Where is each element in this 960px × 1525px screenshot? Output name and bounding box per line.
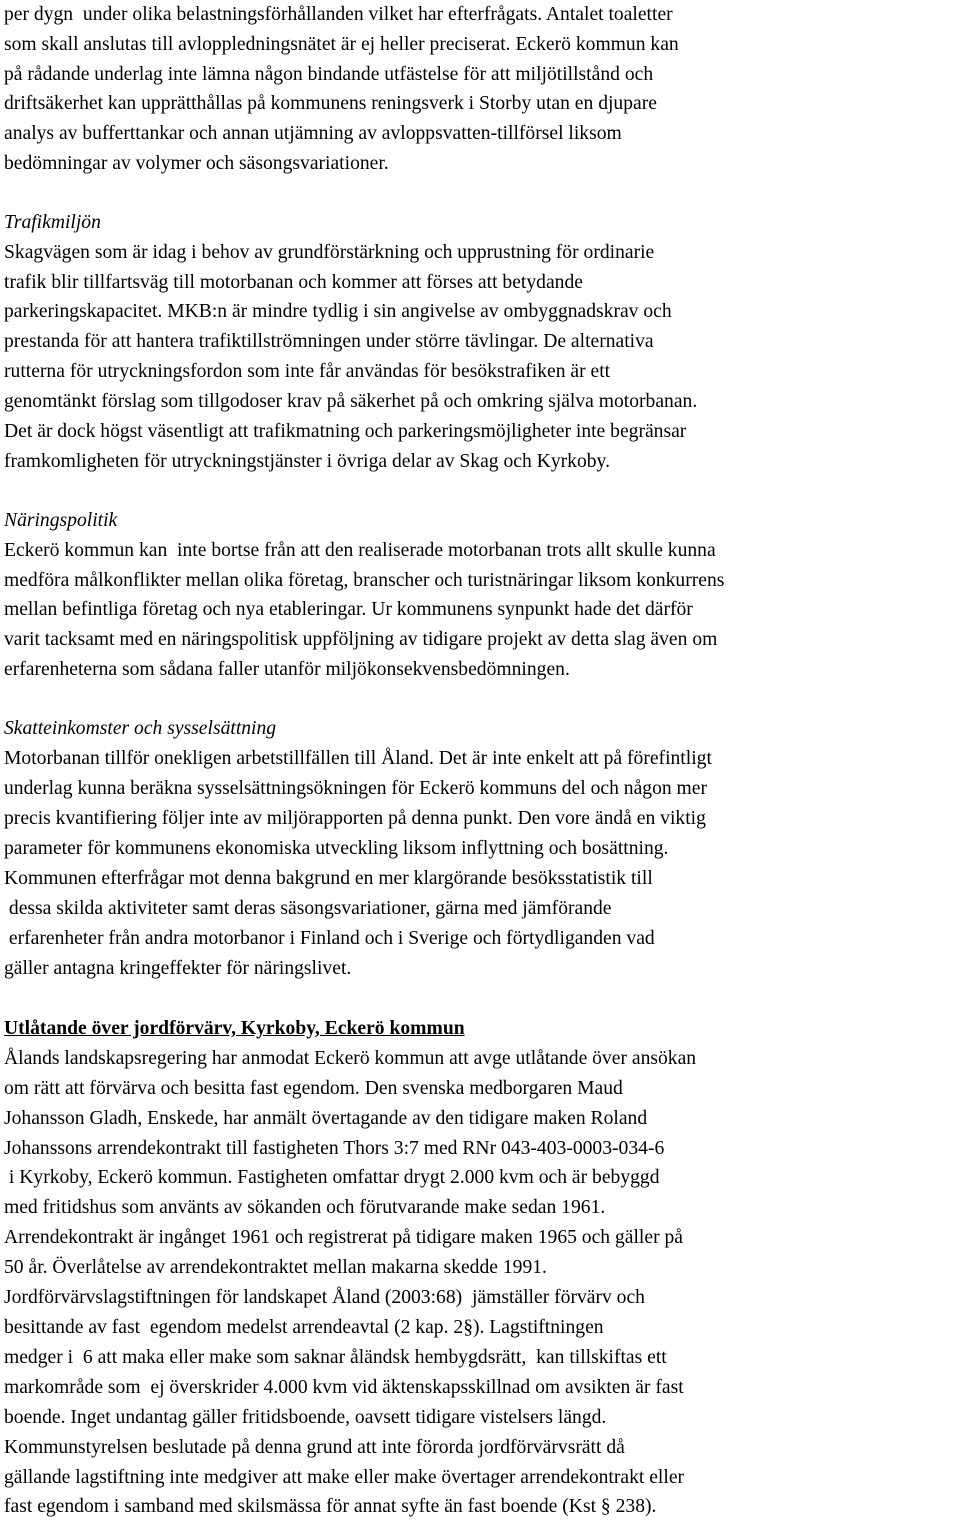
text-line: Motorbanan tillför onekligen arbetstillfällen till Åland. Det är inte enkelt att på förefintligt: [4, 748, 712, 769]
text-line: mellan befintliga företag och nya etableringar. Ur kommunens synpunkt hade det därför: [4, 599, 693, 620]
text-line: varit tacksamt med en näringspolitisk uppföljning av tidigare projekt av detta slag även om: [4, 629, 718, 650]
text-line: fast egendom i samband med skilsmässa för annat syfte än fast boende (Kst § 238).: [4, 1496, 657, 1517]
text-line: erfarenheterna som sådana faller utanför miljökonsekvensbedömningen.: [4, 659, 570, 680]
text-line: Det är dock högst väsentligt att trafikmatning och parkeringsmöjligheter inte begränsar: [4, 421, 687, 442]
text-line: markområde som ej överskrider 4.000 kvm vid äktenskapsskillnad om avsikten är fast: [4, 1377, 684, 1398]
text-line: Kommunstyrelsen beslutade på denna grund att inte förorda jordförvärvsrätt då: [4, 1437, 625, 1458]
text-line: som skall anslutas till avloppledningsnätet är ej heller preciserat. Eckerö kommun kan: [4, 34, 679, 55]
text-line: 50 år. Överlåtelse av arrendekontraktet mellan makarna skedde 1991.: [4, 1257, 547, 1278]
section-heading: Trafikmiljön: [4, 212, 101, 233]
text-line: parameter för kommunens ekonomiska utveckling liksom inflyttning och bosättning.: [4, 838, 669, 859]
text-line: medger i 6 att maka eller make som saknar åländsk hembygdsrätt, kan tillskiftas ett: [4, 1347, 667, 1368]
text-line: Johansson Gladh, Enskede, har anmält övertagande av den tidigare maken Roland: [4, 1108, 648, 1129]
text-line: framkomligheten för utryckningstjänster i övriga delar av Skag och Kyrkoby.: [4, 451, 610, 472]
text-line: Ålands landskapsregering har anmodat Eckerö kommun att avge utlåtande över ansökan: [4, 1048, 697, 1069]
text-line: Kommunen efterfrågar mot denna bakgrund en mer klargörande besöksstatistik till: [4, 868, 653, 889]
text-line: Eckerö kommun kan inte bortse från att den realiserade motorbanan trots allt skulle kunna: [4, 540, 716, 561]
text-line: i Kyrkoby, Eckerö kommun. Fastigheten omfattar drygt 2.000 kvm och är bebyggd: [4, 1167, 660, 1188]
text-line: dessa skilda aktiviteter samt deras säsongsvariationer, gärna med jämförande: [4, 898, 612, 919]
text-line: Jordförvärvslagstiftningen för landskapet Åland (2003:68) jämställer förvärv och: [4, 1287, 645, 1308]
text-line: per dygn under olika belastningsförhållanden vilket har efterfrågats. Antalet toaletter: [4, 4, 673, 25]
text-line: genomtänkt förslag som tillgodoser krav på säkerhet på och omkring själva motorbanan.: [4, 391, 698, 412]
text-line: underlag kunna beräkna sysselsättningsökningen för Eckerö kommuns del och någon mer: [4, 778, 708, 799]
text-line: erfarenheter från andra motorbanor i Finland och i Sverige och förtydliganden vad: [4, 928, 655, 949]
text-line: om rätt att förvärva och besitta fast egendom. Den svenska medborgaren Maud: [4, 1078, 623, 1099]
text-line: analys av bufferttankar och annan utjämning av avloppsvatten-tillförsel liksom: [4, 123, 622, 144]
text-line: medföra målkonflikter mellan olika företag, branscher och turistnäringar liksom konkurrens: [4, 570, 725, 591]
text-line: parkeringskapacitet. MKB:n är mindre tydlig i sin angivelse av ombyggnadskrav och: [4, 301, 672, 322]
text-line: precis kvantifiering följer inte av miljörapporten på denna punkt. Den vore ändå en viktig: [4, 808, 706, 829]
text-line: bedömningar av volymer och säsongsvariationer.: [4, 153, 389, 174]
text-line: gäller antagna kringeffekter för näringslivet.: [4, 958, 352, 979]
text-line: driftsäkerhet kan upprätthållas på kommunens reningsverk i Storby utan en djupare: [4, 93, 657, 114]
text-line: gällande lagstiftning inte medgiver att make eller make övertager arrendekontrakt eller: [4, 1467, 685, 1488]
text-line: Skagvägen som är idag i behov av grundförstärkning och upprustning för ordinarie: [4, 242, 655, 263]
text-line: Arrendekontrakt är ingånget 1961 och registrerat på tidigare maken 1965 och gäller på: [4, 1227, 683, 1248]
text-line: Johanssons arrendekontrakt till fastigheten Thors 3:7 med RNr 043-403-0003-034-6: [4, 1138, 665, 1159]
text-line: trafik blir tillfartsväg till motorbanan och kommer att förses att betydande: [4, 272, 583, 293]
section-heading: Utlåtande över jordförvärv, Kyrkoby, Eckerö kommun: [4, 1018, 465, 1039]
text-line: på rådande underlag inte lämna någon bindande utfästelse för att miljötillstånd och: [4, 64, 654, 85]
text-line: prestanda för att hantera trafiktillströmningen under större tävlingar. De alternativa: [4, 331, 654, 352]
section-heading: Näringspolitik: [4, 510, 118, 531]
text-line: besittande av fast egendom medelst arrendeavtal (2 kap. 2§). Lagstiftningen: [4, 1317, 604, 1338]
text-line: med fritidshus som använts av sökanden och förutvarande make sedan 1961.: [4, 1197, 606, 1218]
section-heading: Skatteinkomster och sysselsättning: [4, 718, 277, 739]
text-line: boende. Inget undantag gäller fritidsboende, oavsett tidigare vistelsers längd.: [4, 1407, 607, 1428]
text-line: rutterna för utryckningsfordon som inte får användas för besökstrafiken är ett: [4, 361, 611, 382]
